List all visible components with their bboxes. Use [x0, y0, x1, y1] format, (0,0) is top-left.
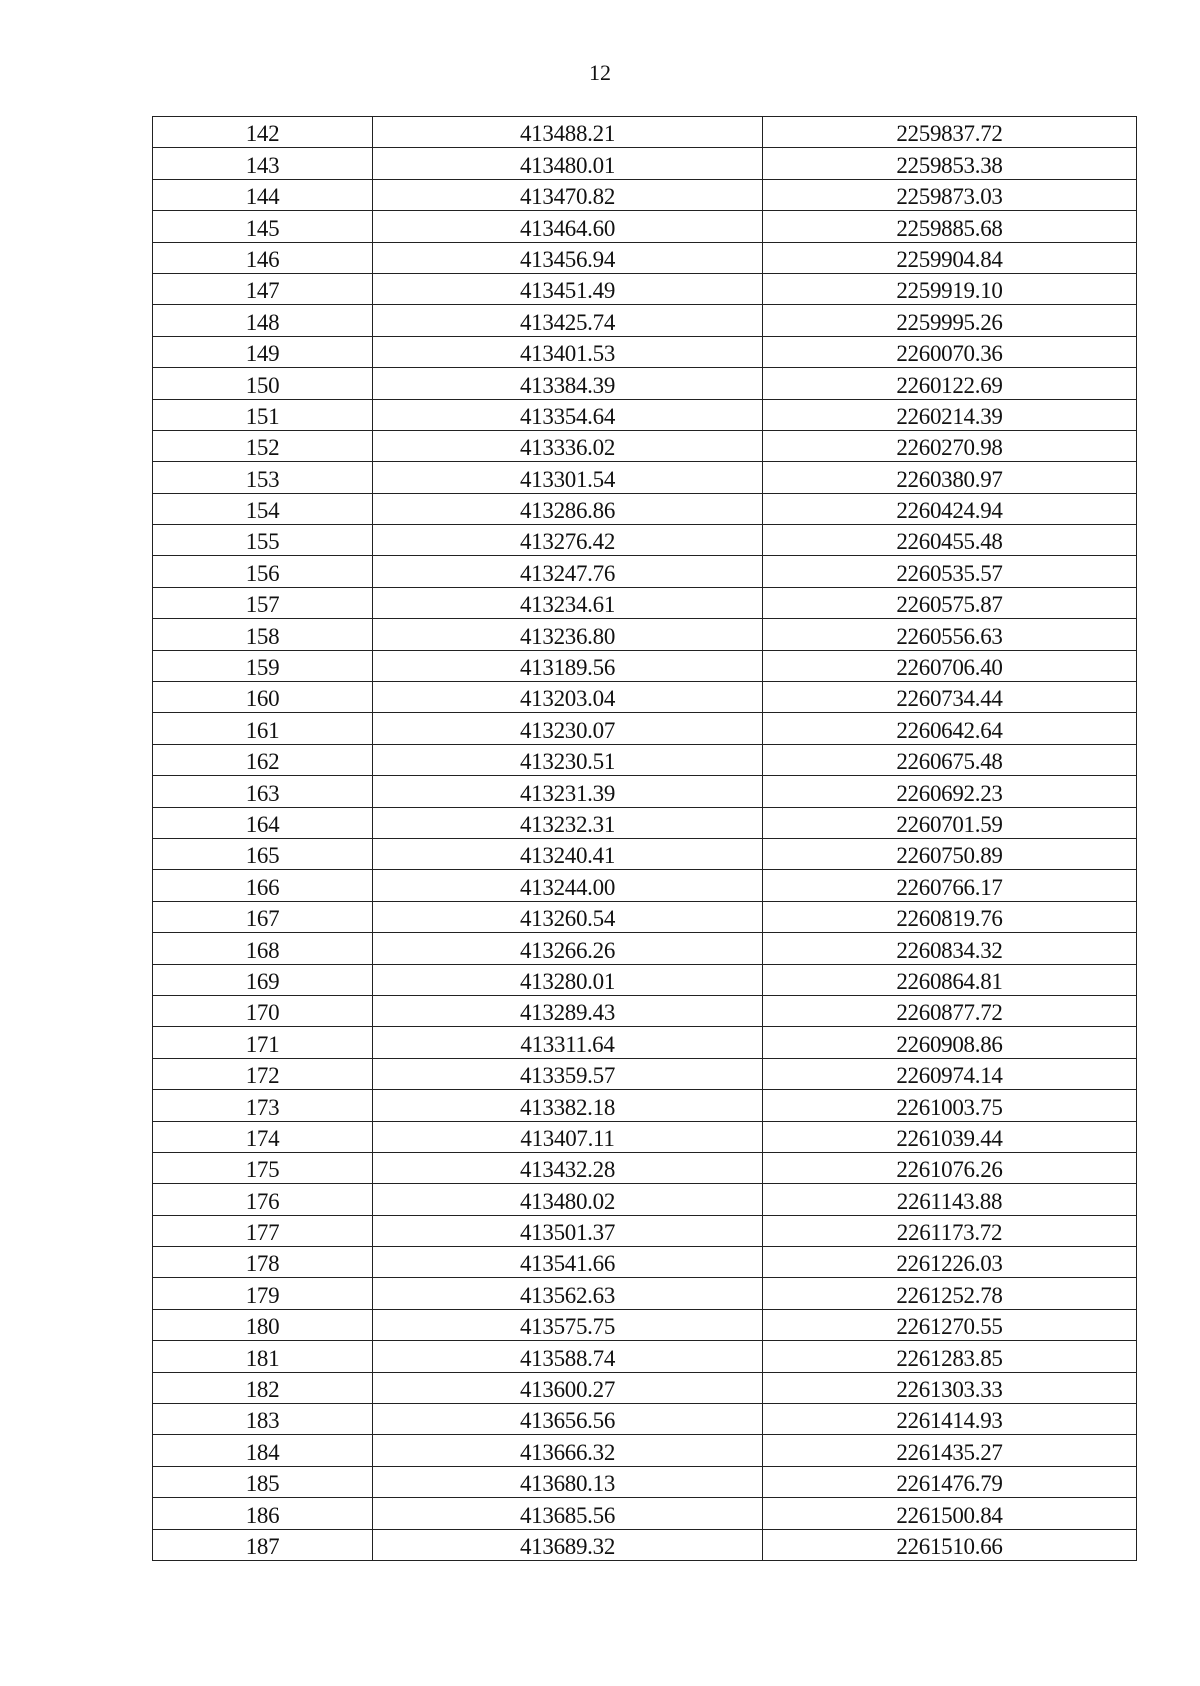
table-row — [153, 1498, 1137, 1529]
y-coordinate-cell: 2261252.78 — [763, 1278, 1137, 1309]
x-coordinate-cell: 413407.11 — [373, 1121, 763, 1152]
table-row — [153, 179, 1137, 210]
point-number-cell: 146 — [153, 242, 373, 273]
table-row — [153, 399, 1137, 430]
y-coordinate-cell: 2261283.85 — [763, 1341, 1137, 1372]
point-number-cell: 154 — [153, 493, 373, 524]
y-coordinate-cell: 2260706.40 — [763, 650, 1137, 681]
point-number-cell: 182 — [153, 1372, 373, 1403]
point-number-cell: 162 — [153, 744, 373, 775]
table-row — [153, 1121, 1137, 1152]
y-coordinate-cell: 2260974.14 — [763, 1058, 1137, 1089]
point-number-cell: 157 — [153, 587, 373, 618]
table-row — [153, 148, 1137, 179]
x-coordinate-cell: 413266.26 — [373, 933, 763, 964]
x-coordinate-cell: 413189.56 — [373, 650, 763, 681]
x-coordinate-cell: 413289.43 — [373, 995, 763, 1026]
x-coordinate-cell: 413464.60 — [373, 211, 763, 242]
table-row — [153, 462, 1137, 493]
x-coordinate-cell: 413301.54 — [373, 462, 763, 493]
point-number-cell: 155 — [153, 525, 373, 556]
point-number-cell: 185 — [153, 1466, 373, 1497]
table-row — [153, 807, 1137, 838]
x-coordinate-cell: 413480.02 — [373, 1184, 763, 1215]
y-coordinate-cell: 2261303.33 — [763, 1372, 1137, 1403]
point-number-cell: 144 — [153, 179, 373, 210]
y-coordinate-cell: 2260750.89 — [763, 838, 1137, 869]
x-coordinate-cell: 413336.02 — [373, 430, 763, 461]
point-number-cell: 171 — [153, 1027, 373, 1058]
table-row — [153, 1247, 1137, 1278]
table-row — [153, 1466, 1137, 1497]
y-coordinate-cell: 2260575.87 — [763, 587, 1137, 618]
y-coordinate-cell: 2260455.48 — [763, 525, 1137, 556]
table-row — [153, 305, 1137, 336]
x-coordinate-cell: 413384.39 — [373, 368, 763, 399]
y-coordinate-cell: 2261226.03 — [763, 1247, 1137, 1278]
table-row — [153, 995, 1137, 1026]
point-number-cell: 179 — [153, 1278, 373, 1309]
table-row — [153, 1215, 1137, 1246]
point-number-cell: 160 — [153, 682, 373, 713]
x-coordinate-cell: 413203.04 — [373, 682, 763, 713]
point-number-cell: 178 — [153, 1247, 373, 1278]
x-coordinate-cell: 413280.01 — [373, 964, 763, 995]
point-number-cell: 180 — [153, 1309, 373, 1340]
x-coordinate-cell: 413488.21 — [373, 117, 763, 148]
table-row — [153, 1152, 1137, 1183]
y-coordinate-cell: 2259853.38 — [763, 148, 1137, 179]
y-coordinate-cell: 2260734.44 — [763, 682, 1137, 713]
point-number-cell: 174 — [153, 1121, 373, 1152]
table-row — [153, 964, 1137, 995]
y-coordinate-cell: 2261270.55 — [763, 1309, 1137, 1340]
point-number-cell: 168 — [153, 933, 373, 964]
table-row — [153, 368, 1137, 399]
table-row — [153, 430, 1137, 461]
point-number-cell: 187 — [153, 1529, 373, 1560]
table-row — [153, 838, 1137, 869]
y-coordinate-cell: 2259885.68 — [763, 211, 1137, 242]
x-coordinate-cell: 413240.41 — [373, 838, 763, 869]
point-number-cell: 176 — [153, 1184, 373, 1215]
point-number-cell: 170 — [153, 995, 373, 1026]
x-coordinate-cell: 413685.56 — [373, 1498, 763, 1529]
point-number-cell: 173 — [153, 1090, 373, 1121]
y-coordinate-cell: 2260070.36 — [763, 336, 1137, 367]
point-number-cell: 165 — [153, 838, 373, 869]
point-number-cell: 172 — [153, 1058, 373, 1089]
point-number-cell: 152 — [153, 430, 373, 461]
point-number-cell: 169 — [153, 964, 373, 995]
x-coordinate-cell: 413588.74 — [373, 1341, 763, 1372]
y-coordinate-cell: 2260214.39 — [763, 399, 1137, 430]
table-row — [153, 901, 1137, 932]
x-coordinate-cell: 413230.51 — [373, 744, 763, 775]
x-coordinate-cell: 413401.53 — [373, 336, 763, 367]
point-number-cell: 184 — [153, 1435, 373, 1466]
coordinates-table-body — [153, 117, 1137, 1561]
x-coordinate-cell: 413656.56 — [373, 1404, 763, 1435]
x-coordinate-cell: 413562.63 — [373, 1278, 763, 1309]
y-coordinate-cell: 2261510.66 — [763, 1529, 1137, 1560]
table-row — [153, 933, 1137, 964]
table-row — [153, 1341, 1137, 1372]
x-coordinate-cell: 413689.32 — [373, 1529, 763, 1560]
table-row — [153, 870, 1137, 901]
point-number-cell: 166 — [153, 870, 373, 901]
table-row — [153, 1278, 1137, 1309]
y-coordinate-cell: 2261003.75 — [763, 1090, 1137, 1121]
point-number-cell: 164 — [153, 807, 373, 838]
point-number-cell: 181 — [153, 1341, 373, 1372]
x-coordinate-cell: 413276.42 — [373, 525, 763, 556]
point-number-cell: 149 — [153, 336, 373, 367]
x-coordinate-cell: 413666.32 — [373, 1435, 763, 1466]
point-number-cell: 161 — [153, 713, 373, 744]
y-coordinate-cell: 2260701.59 — [763, 807, 1137, 838]
point-number-cell: 163 — [153, 776, 373, 807]
table-row — [153, 682, 1137, 713]
y-coordinate-cell: 2260556.63 — [763, 619, 1137, 650]
point-number-cell: 183 — [153, 1404, 373, 1435]
x-coordinate-cell: 413247.76 — [373, 556, 763, 587]
y-coordinate-cell: 2261039.44 — [763, 1121, 1137, 1152]
table-row — [153, 1435, 1137, 1466]
x-coordinate-cell: 413359.57 — [373, 1058, 763, 1089]
x-coordinate-cell: 413680.13 — [373, 1466, 763, 1497]
x-coordinate-cell: 413382.18 — [373, 1090, 763, 1121]
y-coordinate-cell: 2261076.26 — [763, 1152, 1137, 1183]
point-number-cell: 150 — [153, 368, 373, 399]
point-number-cell: 153 — [153, 462, 373, 493]
point-number-cell: 143 — [153, 148, 373, 179]
y-coordinate-cell: 2260877.72 — [763, 995, 1137, 1026]
y-coordinate-cell: 2261435.27 — [763, 1435, 1137, 1466]
table-row — [153, 242, 1137, 273]
y-coordinate-cell: 2260864.81 — [763, 964, 1137, 995]
table-row — [153, 587, 1137, 618]
x-coordinate-cell: 413354.64 — [373, 399, 763, 430]
table-row — [153, 211, 1137, 242]
point-number-cell: 175 — [153, 1152, 373, 1183]
y-coordinate-cell: 2260535.57 — [763, 556, 1137, 587]
x-coordinate-cell: 413236.80 — [373, 619, 763, 650]
point-number-cell: 159 — [153, 650, 373, 681]
table-row — [153, 1027, 1137, 1058]
y-coordinate-cell: 2260380.97 — [763, 462, 1137, 493]
x-coordinate-cell: 413600.27 — [373, 1372, 763, 1403]
y-coordinate-cell: 2260122.69 — [763, 368, 1137, 399]
point-number-cell: 156 — [153, 556, 373, 587]
x-coordinate-cell: 413425.74 — [373, 305, 763, 336]
y-coordinate-cell: 2259873.03 — [763, 179, 1137, 210]
y-coordinate-cell: 2260270.98 — [763, 430, 1137, 461]
point-number-cell: 167 — [153, 901, 373, 932]
y-coordinate-cell: 2259919.10 — [763, 273, 1137, 304]
table-row — [153, 1184, 1137, 1215]
table-row — [153, 336, 1137, 367]
table-row — [153, 117, 1137, 148]
x-coordinate-cell: 413432.28 — [373, 1152, 763, 1183]
y-coordinate-cell: 2260819.76 — [763, 901, 1137, 932]
y-coordinate-cell: 2259904.84 — [763, 242, 1137, 273]
y-coordinate-cell: 2261500.84 — [763, 1498, 1137, 1529]
x-coordinate-cell: 413260.54 — [373, 901, 763, 932]
y-coordinate-cell: 2261143.88 — [763, 1184, 1137, 1215]
point-number-cell: 147 — [153, 273, 373, 304]
y-coordinate-cell: 2261476.79 — [763, 1466, 1137, 1497]
x-coordinate-cell: 413232.31 — [373, 807, 763, 838]
y-coordinate-cell: 2259837.72 — [763, 117, 1137, 148]
x-coordinate-cell: 413480.01 — [373, 148, 763, 179]
y-coordinate-cell: 2260908.86 — [763, 1027, 1137, 1058]
x-coordinate-cell: 413311.64 — [373, 1027, 763, 1058]
table-row — [153, 1404, 1137, 1435]
y-coordinate-cell: 2260834.32 — [763, 933, 1137, 964]
x-coordinate-cell: 413234.61 — [373, 587, 763, 618]
table-row — [153, 493, 1137, 524]
x-coordinate-cell: 413541.66 — [373, 1247, 763, 1278]
point-number-cell: 186 — [153, 1498, 373, 1529]
table-row — [153, 776, 1137, 807]
table-row — [153, 1309, 1137, 1340]
table-row — [153, 1090, 1137, 1121]
point-number-cell: 148 — [153, 305, 373, 336]
y-coordinate-cell: 2260424.94 — [763, 493, 1137, 524]
table-row — [153, 1372, 1137, 1403]
table-row — [153, 744, 1137, 775]
table-row — [153, 1529, 1137, 1560]
table-row — [153, 525, 1137, 556]
table-row — [153, 619, 1137, 650]
x-coordinate-cell: 413244.00 — [373, 870, 763, 901]
x-coordinate-cell: 413231.39 — [373, 776, 763, 807]
table-row — [153, 1058, 1137, 1089]
y-coordinate-cell: 2260766.17 — [763, 870, 1137, 901]
x-coordinate-cell: 413456.94 — [373, 242, 763, 273]
point-number-cell: 151 — [153, 399, 373, 430]
x-coordinate-cell: 413451.49 — [373, 273, 763, 304]
coordinates-table — [152, 116, 1137, 1561]
table-row — [153, 273, 1137, 304]
y-coordinate-cell: 2260675.48 — [763, 744, 1137, 775]
y-coordinate-cell: 2261173.72 — [763, 1215, 1137, 1246]
table-row — [153, 556, 1137, 587]
point-number-cell: 145 — [153, 211, 373, 242]
y-coordinate-cell: 2260642.64 — [763, 713, 1137, 744]
point-number-cell: 177 — [153, 1215, 373, 1246]
point-number-cell: 158 — [153, 619, 373, 650]
page-number: 12 — [589, 60, 611, 85]
x-coordinate-cell: 413501.37 — [373, 1215, 763, 1246]
table-row — [153, 650, 1137, 681]
x-coordinate-cell: 413230.07 — [373, 713, 763, 744]
y-coordinate-cell: 2259995.26 — [763, 305, 1137, 336]
x-coordinate-cell: 413470.82 — [373, 179, 763, 210]
y-coordinate-cell: 2261414.93 — [763, 1404, 1137, 1435]
table-row — [153, 713, 1137, 744]
x-coordinate-cell: 413286.86 — [373, 493, 763, 524]
y-coordinate-cell: 2260692.23 — [763, 776, 1137, 807]
point-number-cell: 142 — [153, 117, 373, 148]
x-coordinate-cell: 413575.75 — [373, 1309, 763, 1340]
